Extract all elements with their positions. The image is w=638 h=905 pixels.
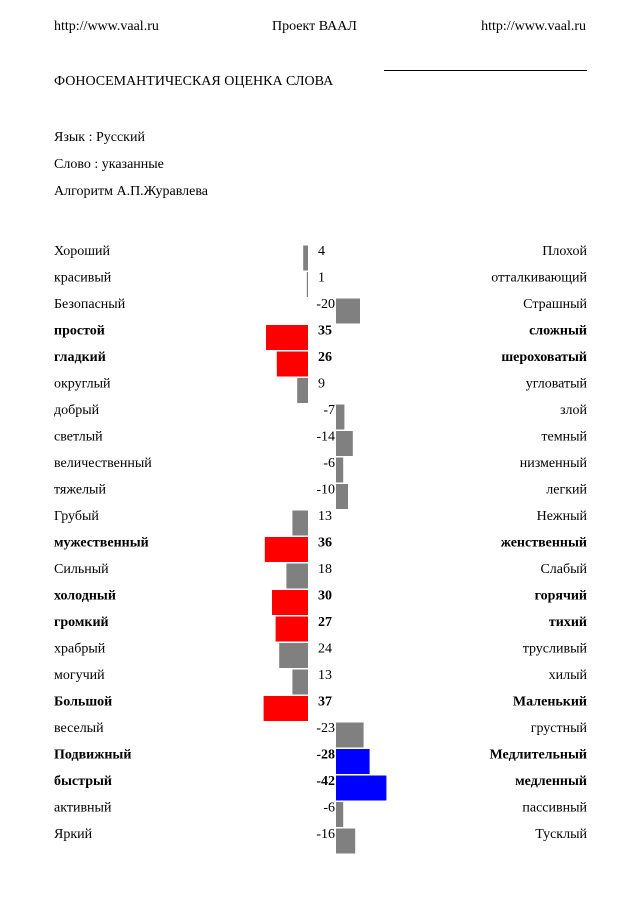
row-left-label-2: Безопасный (54, 297, 126, 312)
bar-19 (336, 749, 370, 774)
row-right-label-16: хилый (548, 668, 587, 683)
row-left-label-17: Большой (54, 694, 113, 710)
row-value-7: -14 (316, 429, 335, 445)
row-value-6: -7 (323, 403, 335, 418)
bar-3 (266, 325, 308, 350)
row-right-label-2: Страшный (523, 297, 587, 312)
row-value-16: 13 (318, 668, 332, 683)
bar-2 (336, 299, 360, 324)
row-left-label-16: могучий (54, 668, 105, 683)
header-right-url[interactable]: http://www.vaal.ru (481, 19, 586, 34)
bar-6 (336, 405, 344, 430)
row-value-0: 4 (318, 244, 325, 259)
row-value-5: 9 (318, 376, 325, 392)
row-right-label-11: женственный (500, 535, 587, 551)
row-left-label-21: активный (54, 800, 112, 816)
row-right-label-22: Тусклый (535, 827, 587, 842)
row-value-10: 13 (318, 509, 332, 524)
row-value-18: -23 (316, 721, 335, 736)
bar-14 (276, 617, 308, 642)
bar-11 (265, 537, 308, 562)
row-right-label-6: злой (559, 403, 587, 418)
row-value-11: 36 (318, 535, 332, 551)
row-value-2: -20 (316, 297, 335, 312)
row-left-label-6: добрый (54, 403, 100, 418)
row-right-label-8: низменный (519, 456, 587, 471)
row-left-label-20: быстрый (54, 774, 112, 789)
row-left-label-22: Яркий (54, 827, 93, 842)
bar-18 (336, 723, 364, 748)
row-value-9: -10 (316, 482, 335, 498)
row-value-12: 18 (318, 562, 332, 577)
bar-20 (336, 776, 386, 801)
row-right-label-21: пассивный (522, 800, 587, 816)
row-left-label-3: простой (54, 323, 105, 339)
language-line: Язык : Русский (54, 130, 145, 145)
row-left-label-7: светлый (54, 429, 103, 445)
algorithm-line: Алгоритм А.П.Журавлева (54, 184, 209, 199)
row-left-label-14: громкий (54, 615, 109, 630)
row-right-label-20: медленный (515, 774, 587, 789)
bar-22 (336, 829, 355, 854)
row-left-label-8: величественный (54, 456, 152, 471)
row-left-label-0: Хороший (54, 244, 110, 259)
row-left-label-18: веселый (54, 721, 104, 736)
bar-17 (264, 696, 308, 721)
bar-7 (336, 431, 353, 456)
bar-21 (336, 802, 343, 827)
row-left-label-12: Сильный (54, 562, 109, 577)
header-left-url[interactable]: http://www.vaal.ru (54, 19, 159, 34)
row-left-label-13: холодный (54, 588, 116, 604)
row-left-label-1: красивый (54, 270, 112, 286)
row-right-label-1: отталкивающий (491, 270, 587, 286)
word-line: Слово : указанные (54, 157, 164, 172)
row-right-label-18: грустный (530, 721, 587, 736)
row-value-8: -6 (323, 456, 335, 471)
header-project-name: Проект ВААЛ (272, 19, 357, 34)
row-value-4: 26 (318, 350, 332, 365)
row-value-17: 37 (318, 694, 332, 710)
row-right-label-4: шероховатый (501, 350, 587, 365)
row-right-label-12: Слабый (540, 562, 587, 577)
row-right-label-10: Нежный (536, 509, 587, 524)
bar-4 (277, 352, 308, 377)
document-title: ФОНОСЕМАНТИЧЕСКАЯ ОЦЕНКА СЛОВА (54, 74, 334, 89)
row-value-19: -28 (316, 747, 335, 763)
row-right-label-14: тихий (548, 615, 587, 630)
bar-13 (272, 590, 308, 615)
row-right-label-7: темный (541, 429, 587, 445)
row-value-20: -42 (316, 774, 335, 789)
bar-12 (286, 564, 308, 589)
row-right-label-5: угловатый (525, 376, 587, 392)
row-left-label-9: тяжелый (54, 482, 106, 498)
row-right-label-13: горячий (534, 588, 587, 604)
bar-8 (336, 458, 343, 483)
bar-16 (292, 670, 308, 695)
bar-9 (336, 484, 348, 509)
row-left-label-19: Подвижный (54, 747, 132, 763)
bar-5 (297, 378, 308, 403)
bar-15 (279, 643, 308, 668)
row-value-13: 30 (318, 588, 332, 604)
row-value-22: -16 (316, 827, 335, 842)
row-value-14: 27 (318, 615, 332, 630)
row-left-label-11: мужественный (54, 535, 149, 551)
row-right-label-15: трусливый (522, 641, 587, 657)
row-value-1: 1 (318, 270, 325, 286)
row-left-label-4: гладкий (54, 350, 106, 365)
row-left-label-10: Грубый (54, 509, 99, 524)
row-right-label-9: легкий (546, 482, 587, 498)
bar-0 (303, 246, 308, 271)
row-right-label-3: сложный (529, 323, 587, 339)
row-right-label-19: Медлительный (489, 747, 587, 763)
row-left-label-15: храбрый (54, 641, 106, 657)
row-value-21: -6 (323, 800, 335, 816)
row-value-3: 35 (318, 323, 332, 339)
bar-10 (292, 511, 308, 536)
bar-1 (307, 272, 308, 297)
row-value-15: 24 (318, 641, 332, 657)
row-left-label-5: округлый (54, 376, 111, 392)
row-right-label-17: Маленький (512, 694, 587, 710)
row-right-label-0: Плохой (542, 244, 587, 259)
